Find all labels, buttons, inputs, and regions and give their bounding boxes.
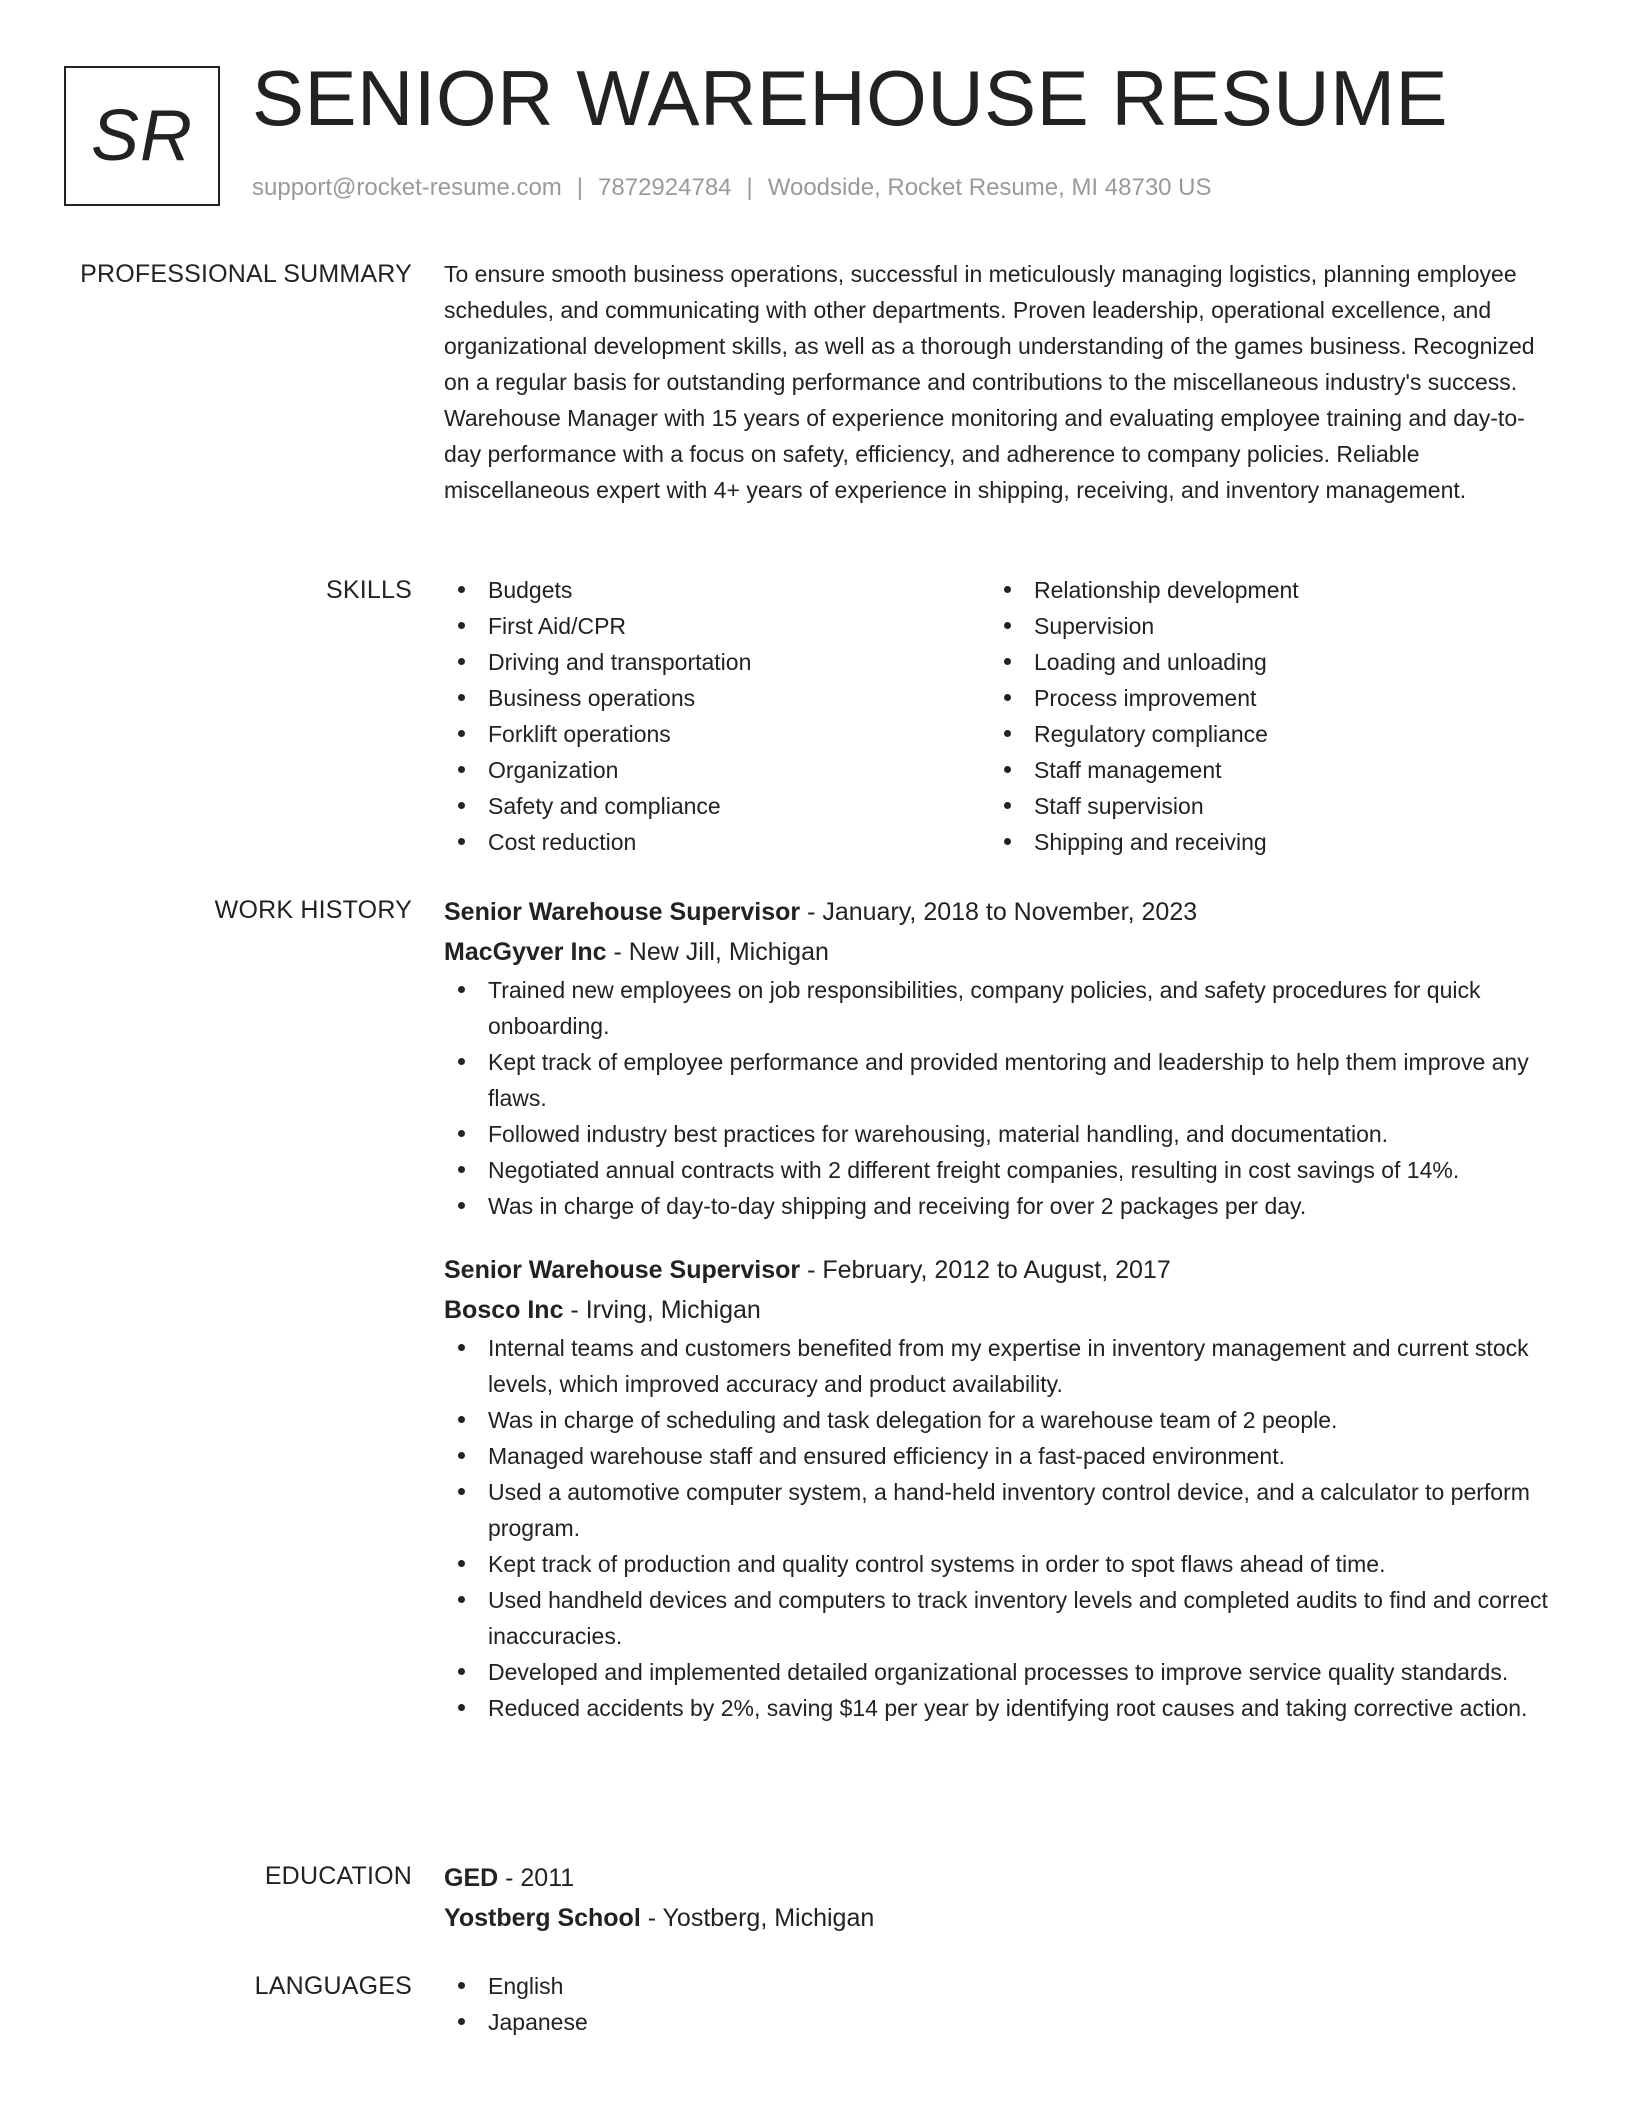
job-duty-item: Internal teams and customers benefited from my expertise in inventory management and current stock levels, which improved accuracy and product availability. (444, 1330, 1560, 1402)
skill-item: Driving and transportation (444, 644, 990, 680)
skill-item: Budgets (444, 572, 990, 608)
language-item: Japanese (444, 2004, 1560, 2040)
job-duties-list (444, 972, 1560, 1224)
education-location: - Yostberg, Michigan (640, 1904, 875, 1932)
job-duties-list (444, 1330, 1560, 1726)
skill-item: Cost reduction (444, 824, 990, 860)
skill-item: Staff supervision (990, 788, 1536, 824)
skill-item: Process improvement (990, 680, 1536, 716)
contact-address: Woodside, Rocket Resume, MI 48730 US (767, 174, 1212, 201)
education-degree-line (444, 1858, 1560, 1898)
skills-list-right (990, 572, 1536, 860)
skill-item: Staff management (990, 752, 1536, 788)
skills-body (444, 572, 1560, 860)
section-heading-languages: LANGUAGES (254, 1972, 412, 2000)
section-heading-summary: PROFESSIONAL SUMMARY (80, 260, 412, 288)
job-company: MacGyver Inc (444, 938, 607, 966)
skill-item: Safety and compliance (444, 788, 990, 824)
work-history-body (444, 892, 1560, 1726)
job-duty-item: Was in charge of day-to-day shipping and receiving for over 2 packages per day. (444, 1188, 1560, 1224)
skill-item: Shipping and receiving (990, 824, 1536, 860)
monogram-logo: SR (64, 66, 220, 206)
contact-email[interactable]: support@rocket-resume.com (252, 174, 562, 201)
job-duty-item: Followed industry best practices for warehousing, material handling, and documentation. (444, 1116, 1560, 1152)
skill-item: Relationship development (990, 572, 1536, 608)
education-school: Yostberg School (444, 1904, 641, 1932)
job-dates: - February, 2012 to August, 2017 (800, 1256, 1171, 1284)
job-duty-item: Was in charge of scheduling and task delegation for a warehouse team of 2 people. (444, 1402, 1560, 1438)
job-title: Senior Warehouse Supervisor (444, 1256, 801, 1284)
contact-separator: | (746, 174, 753, 201)
job-duty-item: Kept track of employee performance and provided mentoring and leadership to help them improve any flaws. (444, 1044, 1560, 1116)
job-company-line (444, 1290, 1560, 1330)
job-company: Bosco Inc (444, 1296, 564, 1324)
summary-body (444, 256, 1560, 508)
skill-item: Organization (444, 752, 990, 788)
job-duty-item: Used a automotive computer system, a hand-held inventory control device, and a calculator to perform program. (444, 1474, 1560, 1546)
job-duty-item: Used handheld devices and computers to track inventory levels and completed audits to find and correct inaccuracies. (444, 1582, 1560, 1654)
education-year: - 2011 (498, 1864, 575, 1892)
skill-item: Forklift operations (444, 716, 990, 752)
languages-body (444, 1968, 1560, 2040)
job-dates: - January, 2018 to November, 2023 (800, 898, 1198, 926)
job-title-line (444, 1250, 1560, 1290)
job-title-line (444, 892, 1560, 932)
education-body (444, 1858, 1560, 1938)
section-heading-work-history: WORK HISTORY (214, 896, 412, 924)
job-duty-item: Negotiated annual contracts with 2 different freight companies, resulting in cost savings of 14%. (444, 1152, 1560, 1188)
contact-phone[interactable]: 7872924784 (598, 174, 732, 201)
skill-item: Business operations (444, 680, 990, 716)
job-company-line (444, 932, 1560, 972)
skill-item: Regulatory compliance (990, 716, 1536, 752)
skill-item: Loading and unloading (990, 644, 1536, 680)
section-heading-skills: SKILLS (326, 576, 412, 604)
job-duty-item: Reduced accidents by 2%, saving $14 per year by identifying root causes and taking corrective action. (444, 1690, 1560, 1726)
education-degree: GED (444, 1864, 499, 1892)
job-duty-item: Developed and implemented detailed organizational processes to improve service quality standards. (444, 1654, 1560, 1690)
page-title: SENIOR WAREHOUSE RESUME (252, 54, 1449, 142)
contact-line (252, 174, 1212, 202)
section-heading-education: EDUCATION (264, 1862, 412, 1890)
skill-item: First Aid/CPR (444, 608, 990, 644)
job-duty-item: Trained new employees on job responsibilities, company policies, and safety procedures for quick onboarding. (444, 972, 1560, 1044)
language-item: English (444, 1968, 1560, 2004)
skill-item: Supervision (990, 608, 1536, 644)
job-title: Senior Warehouse Supervisor (444, 898, 801, 926)
skills-list-left (444, 572, 990, 860)
job-duty-item: Managed warehouse staff and ensured efficiency in a fast-paced environment. (444, 1438, 1560, 1474)
summary-text: To ensure smooth business operations, successful in meticulously managing logistics, planning employee schedules, and communicating with other departments. Proven leadership, operational excellence, and organizational development skills, as well as a thorough understanding of the games business. Recognized on a regular basis for outstanding performance and contributions to the miscellaneous industry's success. Warehouse Manager with 15 years of experience monitoring and evaluating employee training and day-to-day performance with a focus on safety, efficiency, and adherence to company policies. Reliable miscellaneous expert with 4+ years of experience in shipping, receiving, and inventory management. (444, 261, 1535, 503)
job-duty-item: Kept track of production and quality control systems in order to spot flaws ahead of time. (444, 1546, 1560, 1582)
job-entry (444, 892, 1560, 1224)
languages-list (444, 1968, 1560, 2040)
job-location: - Irving, Michigan (563, 1296, 761, 1324)
contact-separator: | (576, 174, 584, 201)
education-school-line (444, 1898, 1560, 1938)
job-location: - New Jill, Michigan (606, 938, 829, 966)
job-entry (444, 1250, 1560, 1726)
